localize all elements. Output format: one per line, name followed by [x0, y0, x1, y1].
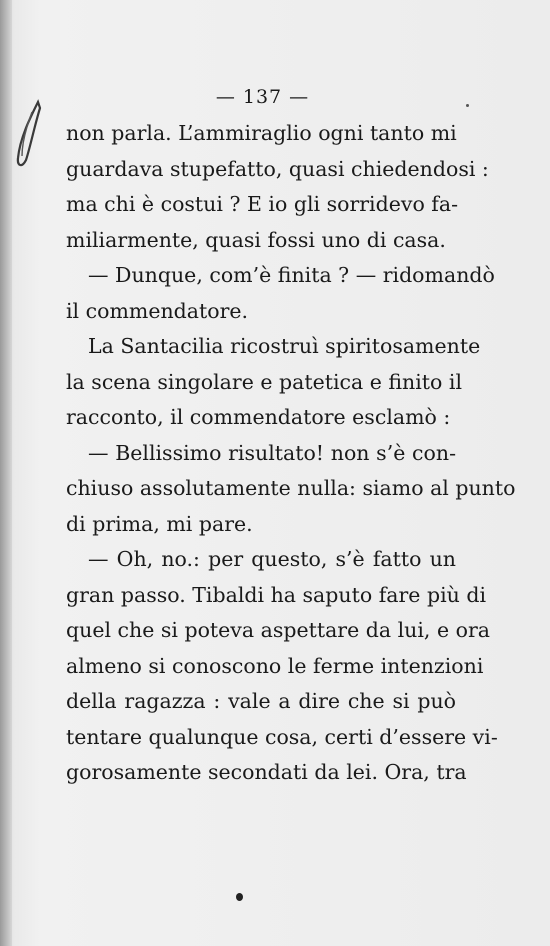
margin-pencil-mark [8, 98, 48, 178]
text-line: gorosamente secondati da lei. Ora, tra [66, 760, 467, 784]
text-line: di prima, mi pare. [66, 511, 253, 536]
text-line: almeno si conoscono le ferme intenzioni [66, 653, 484, 678]
text-line: non parla. L’ammiraglio ogni tanto mi [66, 121, 457, 145]
text-line: — Oh, no.: per questo, s’è fatto un [88, 547, 456, 571]
text-line: gran passo. Tibaldi ha saputo fare più di [66, 582, 487, 607]
text-line: della ragazza : vale a dire che si può [66, 689, 456, 713]
text-line: quel che si poteva aspettare da lui, e ora [66, 618, 490, 642]
body-text [66, 116, 516, 791]
text-line: guardava stupefatto, quasi chiedendosi : [66, 156, 489, 181]
page-number: — 137 — [215, 86, 310, 108]
text-line: miliarmente, quasi fossi uno di casa. [66, 227, 446, 252]
text-line: — Dunque, com’è finita ? — ridomandò [88, 263, 495, 287]
text-line: la scena singolare e patetica e finito il [66, 369, 463, 394]
text-line: La Santacilia ricostruì spiritosamente [88, 334, 481, 358]
text-line: — Bellissimo risultato! non s’è con- [88, 440, 456, 465]
text-line: tentare qualunque cosa, certi d’essere vi- [66, 724, 498, 749]
text-line: chiuso assolutamente nulla: siamo al punto [66, 476, 516, 500]
text-line: il commendatore. [66, 298, 249, 323]
ink-dot [236, 893, 243, 901]
text-line: racconto, il commendatore esclamò : [66, 405, 451, 429]
text-line: ma chi è costui ? E io gli sorridevo fa- [66, 192, 459, 216]
